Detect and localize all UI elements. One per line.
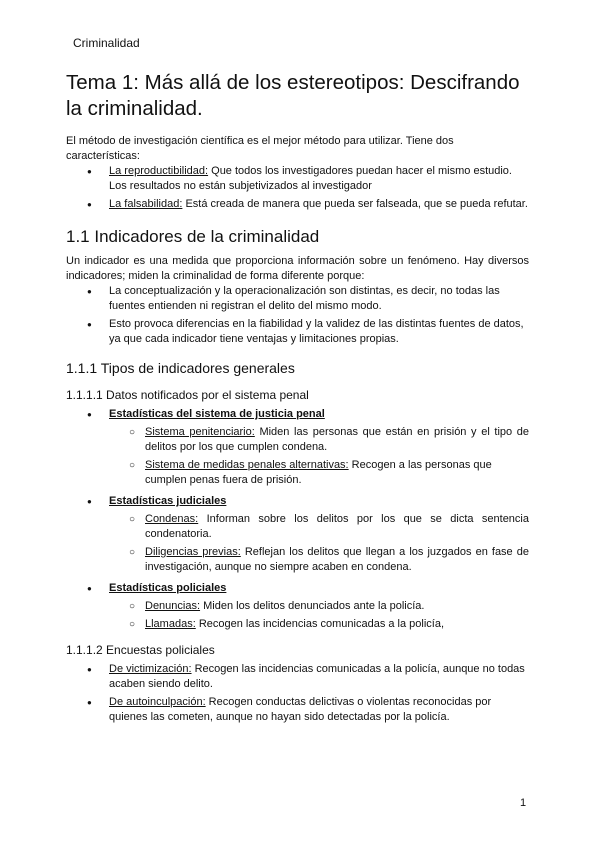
list-item: ○ Denuncias: Miden los delitos denunciados ante la policía. bbox=[66, 599, 529, 614]
list-item: ● Esto provoca diferencias en la fiabilidad y la validez de las distintas fuentes de datos, ya que cada indicador tiene ventajas y limitaciones propias. bbox=[66, 317, 529, 347]
list-item: ○ Sistema penitenciario: Miden las personas que están en prisión y el tipo de delitos por los que cumplen condena. bbox=[66, 425, 529, 455]
list-item: ○ Llamadas: Recogen las incidencias comunicadas a la policía, bbox=[66, 617, 529, 632]
list-item: ○ Diligencias previas: Reflejan los delitos que llegan a los juzgados en fase de investigación, aunque no siempre acaben en condena. bbox=[66, 545, 529, 575]
intro-paragraph: El método de investigación científica es el mejor método para utilizar. Tiene dos características: bbox=[66, 135, 454, 162]
document-body bbox=[66, 70, 529, 728]
section-heading-1-1-1: 1.1.1 Tipos de indicadores generales bbox=[66, 360, 295, 376]
list-item: ● Estadísticas policiales ○ Denuncias: Miden los delitos denunciados ante la policía. ○ Llamadas: Recogen las incidencias comunicadas a la policía, bbox=[66, 581, 529, 632]
surveys-list bbox=[66, 662, 529, 725]
page-title: Tema 1: Más allá de los estereotipos: Descifrando la criminalidad. bbox=[66, 71, 520, 120]
list-item: ● De victimización: Recogen las incidencias comunicadas a la policía, aunque no todas acaben siendo delito. bbox=[66, 662, 529, 692]
page-number: 1 bbox=[520, 797, 527, 809]
indicator-paragraph: Un indicador es una medida que proporciona información sobre un fenómeno. Hay diversos indicadores; miden la criminalidad de forma diferente porque: bbox=[66, 255, 529, 282]
characteristics-list bbox=[66, 164, 529, 212]
list-item: ● Estadísticas judiciales ○ Condenas: Informan sobre los delitos por los que se dicta sentencia condenatoria. ○ Diligencias previas: Reflejan los delitos que llegan a los juzgados en fase de investigación, aunque no siempre acaben en condena. bbox=[66, 494, 529, 575]
list-item: ○ Condenas: Informan sobre los delitos por los que se dicta sentencia condenatoria. bbox=[66, 512, 529, 542]
list-item: ● Estadísticas del sistema de justicia penal ○ Sistema penitenciario: Miden las personas que están en prisión y el tipo de delitos por los que cumplen condena. ○ Sistema de medidas penales alternativas: Recogen a las personas que cumplen penas fuera de prisión. bbox=[66, 407, 529, 488]
list-item: ● La reproductibilidad: Que todos los investigadores puedan hacer el mismo estudio. Los resultados no están subjetivizados al investigador bbox=[66, 164, 529, 194]
list-item: ● De autoinculpación: Recogen conductas delictivas o violentas reconocidas por quienes las cometen, aunque no hayan sido detectadas por la policía. bbox=[66, 695, 529, 725]
section-heading-1-1-1-1: 1.1.1.1 Datos notificados por el sistema penal bbox=[66, 388, 309, 402]
running-header: Criminalidad bbox=[73, 36, 140, 50]
section-heading-1-1-1-2: 1.1.1.2 Encuestas policiales bbox=[66, 643, 215, 657]
list-item: ○ Sistema de medidas penales alternativas: Recogen a las personas que cumplen penas fuera de prisión. bbox=[66, 458, 529, 488]
list-item: ● La falsabilidad: Está creada de manera que pueda ser falseada, que se pueda refutar. bbox=[66, 197, 529, 212]
list-item: ● La conceptualización y la operacionalización son distintas, es decir, no todas las fuentes entienden ni registran el delito del mismo modo. bbox=[66, 284, 529, 314]
penal-data-list bbox=[66, 407, 529, 632]
indicator-reasons-list bbox=[66, 284, 529, 347]
section-heading-1-1: 1.1 Indicadores de la criminalidad bbox=[66, 227, 320, 246]
